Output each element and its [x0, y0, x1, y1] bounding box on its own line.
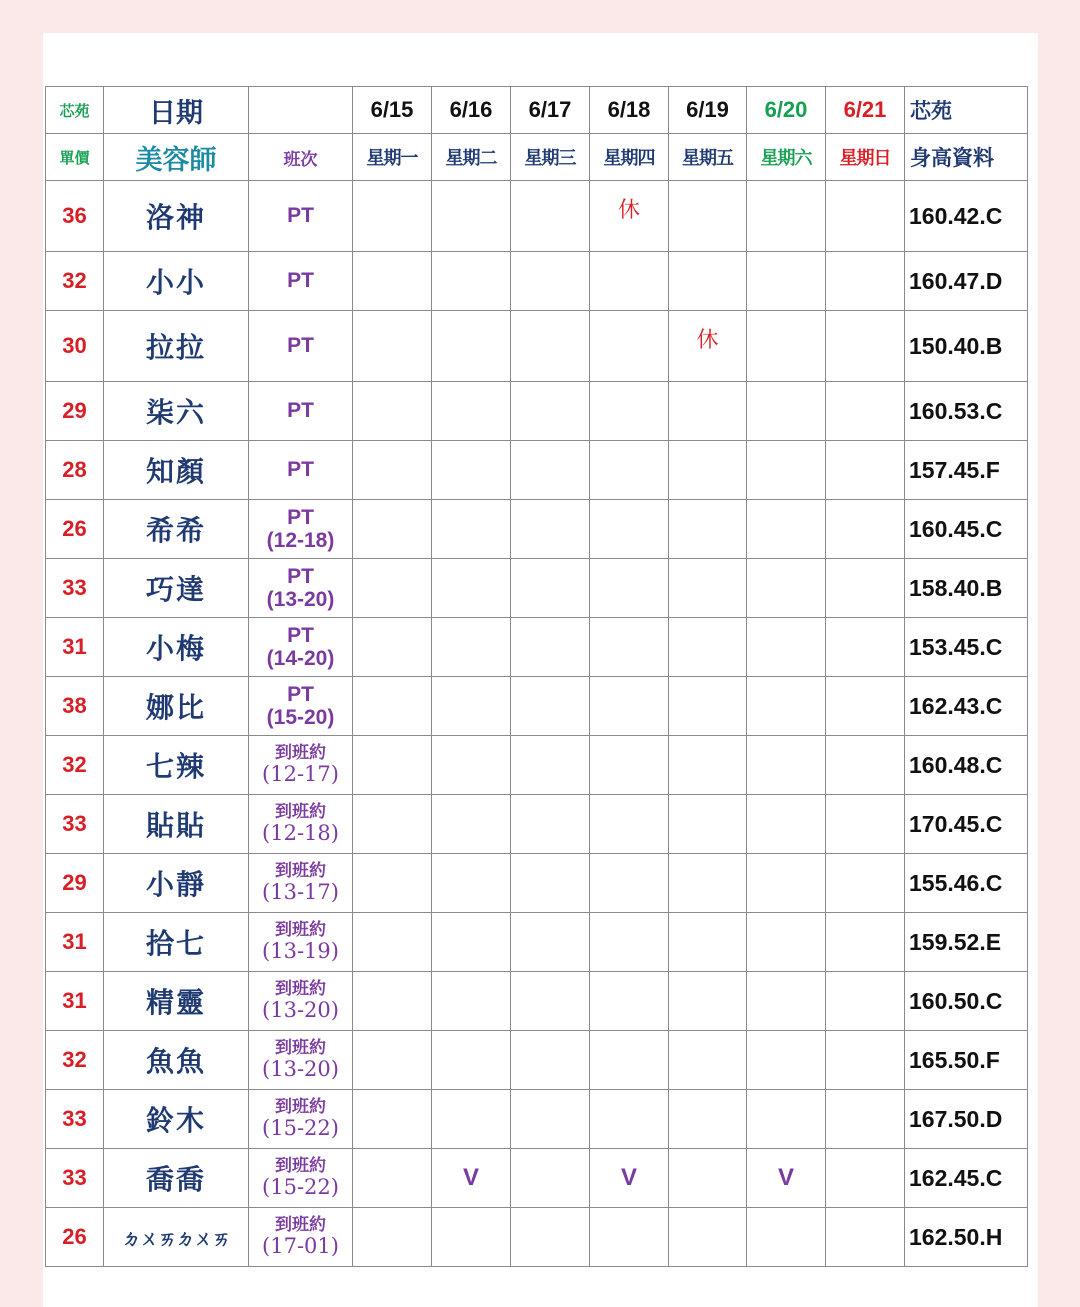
shift-text: PT (13-20)	[266, 564, 335, 611]
table-row	[46, 854, 1028, 913]
height-cell: 167.50.D	[905, 1090, 1028, 1149]
day-cell	[353, 252, 432, 311]
table-row	[46, 1031, 1028, 1090]
day-cell	[590, 500, 669, 559]
date-header: 6/18	[590, 87, 669, 134]
day-cell	[826, 1208, 905, 1267]
unit-price-cell: 32	[46, 736, 104, 795]
height-cell: 157.45.F	[905, 441, 1028, 500]
shift-text: 到班約 (15-22)	[262, 1156, 339, 1199]
day-cell	[432, 559, 511, 618]
schedule-table	[45, 86, 1028, 1267]
shift-cell	[249, 677, 353, 736]
day-cell	[511, 618, 590, 677]
day-cell	[353, 559, 432, 618]
shift-cell	[249, 1090, 353, 1149]
beautician-name-cell: 鈴木	[104, 1090, 249, 1149]
day-off-mark: 休	[696, 328, 719, 353]
day-cell	[747, 854, 826, 913]
checked-mark: V	[462, 1164, 479, 1191]
day-cell	[590, 382, 669, 441]
table-row	[46, 500, 1028, 559]
day-cell	[747, 677, 826, 736]
shift-cell	[249, 1031, 353, 1090]
height-cell: 153.45.C	[905, 618, 1028, 677]
day-cell	[353, 972, 432, 1031]
beautician-name-cell: 精靈	[104, 972, 249, 1031]
day-cell	[826, 500, 905, 559]
day-cell	[511, 677, 590, 736]
date-header-sunday: 6/21	[826, 87, 905, 134]
shift-text: PT	[287, 334, 314, 358]
day-cell	[747, 311, 826, 382]
day-cell	[353, 382, 432, 441]
day-cell	[590, 972, 669, 1031]
day-cell	[669, 559, 747, 618]
unit-price-cell: 32	[46, 1031, 104, 1090]
weekday-header: 星期二	[432, 134, 511, 181]
weekday-header-saturday: 星期六	[747, 134, 826, 181]
day-cell	[590, 1090, 669, 1149]
unit-price-cell: 36	[46, 181, 104, 252]
day-cell	[432, 252, 511, 311]
shift-text: 到班約 (13-20)	[262, 979, 339, 1022]
day-cell	[590, 441, 669, 500]
unit-price-cell: 26	[46, 1208, 104, 1267]
height-cell: 158.40.B	[905, 559, 1028, 618]
day-cell	[511, 500, 590, 559]
beautician-name-cell: 知顏	[104, 441, 249, 500]
beautician-name-cell: 希希	[104, 500, 249, 559]
shift-text: PT	[287, 458, 314, 482]
day-cell	[669, 252, 747, 311]
day-cell	[353, 913, 432, 972]
table-row	[46, 795, 1028, 854]
day-cell	[432, 311, 511, 382]
table-row	[46, 559, 1028, 618]
date-header-saturday: 6/20	[747, 87, 826, 134]
beautician-name-cell: 拾七	[104, 913, 249, 972]
day-cell	[747, 736, 826, 795]
day-cell	[511, 441, 590, 500]
height-cell: 160.48.C	[905, 736, 1028, 795]
day-cell	[669, 500, 747, 559]
unit-price-cell: 31	[46, 618, 104, 677]
shift-text: 到班約 (13-19)	[262, 920, 339, 963]
day-cell	[669, 736, 747, 795]
day-off-mark: 休	[617, 198, 640, 223]
height-cell: 159.52.E	[905, 913, 1028, 972]
day-cell	[590, 181, 669, 252]
day-cell	[590, 618, 669, 677]
weekday-header-sunday: 星期日	[826, 134, 905, 181]
day-cell	[432, 500, 511, 559]
table-row	[46, 677, 1028, 736]
shift-cell	[249, 1208, 353, 1267]
height-cell: 162.50.H	[905, 1208, 1028, 1267]
shift-cell	[249, 1149, 353, 1208]
beautician-name-cell: 小小	[104, 252, 249, 311]
beautician-label: 美容師	[104, 134, 249, 181]
shift-cell	[249, 252, 353, 311]
shift-text: PT (15-20)	[266, 682, 335, 729]
day-cell	[353, 677, 432, 736]
table-row	[46, 913, 1028, 972]
day-cell	[353, 441, 432, 500]
day-cell	[826, 677, 905, 736]
shift-cell	[249, 913, 353, 972]
day-cell	[669, 913, 747, 972]
weekday-header: 星期三	[511, 134, 590, 181]
header-row-labels	[46, 134, 1028, 181]
beautician-name-cell: 魚魚	[104, 1031, 249, 1090]
height-cell: 160.50.C	[905, 972, 1028, 1031]
day-cell	[353, 181, 432, 252]
day-cell	[669, 1149, 747, 1208]
beautician-name-cell: 柒六	[104, 382, 249, 441]
day-cell	[511, 1149, 590, 1208]
unit-price-cell: 33	[46, 795, 104, 854]
day-cell	[432, 441, 511, 500]
day-cell	[747, 252, 826, 311]
shift-cell	[249, 311, 353, 382]
day-cell	[747, 441, 826, 500]
day-cell	[590, 913, 669, 972]
beautician-name-cell: 拉拉	[104, 311, 249, 382]
day-cell	[432, 618, 511, 677]
day-cell	[353, 1149, 432, 1208]
day-cell	[826, 972, 905, 1031]
shift-text: PT (12-18)	[266, 505, 335, 552]
day-cell	[747, 500, 826, 559]
unit-price-label: 單價	[46, 134, 104, 181]
shift-text: 到班約 (12-17)	[262, 743, 339, 786]
height-cell: 160.42.C	[905, 181, 1028, 252]
day-cell	[826, 181, 905, 252]
day-cell	[432, 736, 511, 795]
weekday-header: 星期四	[590, 134, 669, 181]
day-cell	[826, 559, 905, 618]
day-cell	[511, 854, 590, 913]
table-row	[46, 618, 1028, 677]
day-cell	[826, 1149, 905, 1208]
unit-price-cell: 32	[46, 252, 104, 311]
beautician-name-cell: 貼貼	[104, 795, 249, 854]
day-cell	[432, 1208, 511, 1267]
day-cell	[747, 1208, 826, 1267]
height-cell: 162.43.C	[905, 677, 1028, 736]
day-cell	[669, 1090, 747, 1149]
table-row	[46, 1149, 1028, 1208]
checked-mark: V	[777, 1164, 794, 1191]
day-cell	[747, 559, 826, 618]
day-cell	[590, 252, 669, 311]
day-cell	[432, 1090, 511, 1149]
day-cell	[669, 854, 747, 913]
day-cell	[353, 1208, 432, 1267]
day-cell	[826, 795, 905, 854]
day-cell	[511, 382, 590, 441]
day-cell	[590, 1208, 669, 1267]
day-cell	[432, 1149, 511, 1208]
height-cell: 160.53.C	[905, 382, 1028, 441]
day-cell	[669, 795, 747, 854]
unit-price-cell: 31	[46, 913, 104, 972]
day-cell	[511, 181, 590, 252]
table-row	[46, 1090, 1028, 1149]
table-row	[46, 311, 1028, 382]
table-row	[46, 1208, 1028, 1267]
shift-cell	[249, 618, 353, 677]
table-row	[46, 181, 1028, 252]
day-cell	[826, 854, 905, 913]
day-cell	[669, 441, 747, 500]
day-cell	[747, 181, 826, 252]
day-cell	[353, 1090, 432, 1149]
day-cell	[432, 972, 511, 1031]
shift-text: 到班約 (12-18)	[262, 802, 339, 845]
date-label: 日期	[104, 87, 249, 134]
day-cell	[826, 252, 905, 311]
beautician-name-cell: 喬喬	[104, 1149, 249, 1208]
day-cell	[432, 181, 511, 252]
shift-cell	[249, 559, 353, 618]
shift-text: PT (14-20)	[266, 623, 335, 670]
day-cell	[669, 181, 747, 252]
day-cell	[747, 972, 826, 1031]
day-cell	[511, 1031, 590, 1090]
height-cell: 160.47.D	[905, 252, 1028, 311]
shift-cell	[249, 736, 353, 795]
day-cell	[432, 913, 511, 972]
table-row	[46, 736, 1028, 795]
shift-text: PT	[287, 204, 314, 228]
day-cell	[669, 311, 747, 382]
day-cell	[353, 854, 432, 913]
unit-price-cell: 30	[46, 311, 104, 382]
shift-text: 到班約 (15-22)	[262, 1097, 339, 1140]
date-header: 6/17	[511, 87, 590, 134]
day-cell	[353, 1031, 432, 1090]
day-cell	[353, 795, 432, 854]
day-cell	[353, 618, 432, 677]
unit-price-cell: 38	[46, 677, 104, 736]
unit-price-cell: 29	[46, 854, 104, 913]
date-header: 6/16	[432, 87, 511, 134]
beautician-name-cell: 巧達	[104, 559, 249, 618]
day-cell	[747, 795, 826, 854]
header-row-dates	[46, 87, 1028, 134]
shift-text: 到班約 (13-17)	[262, 861, 339, 904]
unit-price-cell: 33	[46, 1090, 104, 1149]
day-cell	[669, 382, 747, 441]
day-cell	[590, 854, 669, 913]
day-cell	[511, 1090, 590, 1149]
day-cell	[590, 795, 669, 854]
beautician-name-cell: 七辣	[104, 736, 249, 795]
day-cell	[511, 736, 590, 795]
shift-cell	[249, 441, 353, 500]
height-label: 身高資料	[905, 134, 1028, 181]
schedule-sheet	[43, 33, 1038, 1307]
day-cell	[826, 1031, 905, 1090]
day-cell	[590, 311, 669, 382]
unit-price-cell: 33	[46, 559, 104, 618]
beautician-name-cell: 小梅	[104, 618, 249, 677]
beautician-name-cell: 洛神	[104, 181, 249, 252]
shift-text: 到班約 (17-01)	[262, 1215, 339, 1258]
shift-text: PT	[287, 399, 314, 423]
table-row	[46, 972, 1028, 1031]
shift-text: PT	[287, 269, 314, 293]
beautician-name-cell: 小靜	[104, 854, 249, 913]
day-cell	[669, 972, 747, 1031]
height-cell: 165.50.F	[905, 1031, 1028, 1090]
day-cell	[432, 795, 511, 854]
day-cell	[432, 677, 511, 736]
shift-label: 班次	[249, 134, 353, 181]
day-cell	[353, 500, 432, 559]
beautician-name-cell: ㄉㄨㄞㄉㄨㄞ	[104, 1208, 249, 1267]
shift-cell	[249, 795, 353, 854]
day-cell	[432, 382, 511, 441]
brand-left: 芯苑	[46, 87, 104, 134]
day-cell	[669, 1208, 747, 1267]
day-cell	[590, 1149, 669, 1208]
day-cell	[590, 1031, 669, 1090]
day-cell	[353, 736, 432, 795]
day-cell	[590, 736, 669, 795]
day-cell	[826, 618, 905, 677]
height-cell: 155.46.C	[905, 854, 1028, 913]
shift-text: 到班約 (13-20)	[262, 1038, 339, 1081]
beautician-name-cell: 娜比	[104, 677, 249, 736]
day-cell	[511, 972, 590, 1031]
date-header: 6/19	[669, 87, 747, 134]
shift-cell	[249, 382, 353, 441]
date-header: 6/15	[353, 87, 432, 134]
height-cell: 160.45.C	[905, 500, 1028, 559]
day-cell	[511, 252, 590, 311]
height-cell: 150.40.B	[905, 311, 1028, 382]
table-row	[46, 382, 1028, 441]
day-cell	[747, 618, 826, 677]
day-cell	[826, 441, 905, 500]
shift-cell	[249, 854, 353, 913]
day-cell	[747, 913, 826, 972]
height-cell: 170.45.C	[905, 795, 1028, 854]
day-cell	[669, 677, 747, 736]
day-cell	[353, 311, 432, 382]
day-cell	[826, 1090, 905, 1149]
blank-header-cell	[249, 87, 353, 134]
table-row	[46, 252, 1028, 311]
day-cell	[432, 1031, 511, 1090]
day-cell	[669, 1031, 747, 1090]
day-cell	[590, 677, 669, 736]
day-cell	[669, 618, 747, 677]
weekday-header: 星期五	[669, 134, 747, 181]
table-row	[46, 441, 1028, 500]
day-cell	[747, 382, 826, 441]
day-cell	[826, 736, 905, 795]
day-cell	[511, 311, 590, 382]
day-cell	[590, 559, 669, 618]
day-cell	[432, 854, 511, 913]
shift-cell	[249, 181, 353, 252]
day-cell	[747, 1090, 826, 1149]
unit-price-cell: 33	[46, 1149, 104, 1208]
unit-price-cell: 26	[46, 500, 104, 559]
day-cell	[511, 913, 590, 972]
height-cell: 162.45.C	[905, 1149, 1028, 1208]
unit-price-cell: 28	[46, 441, 104, 500]
day-cell	[747, 1031, 826, 1090]
day-cell	[826, 311, 905, 382]
day-cell	[747, 1149, 826, 1208]
shift-cell	[249, 500, 353, 559]
day-cell	[511, 795, 590, 854]
day-cell	[511, 1208, 590, 1267]
checked-mark: V	[620, 1164, 637, 1191]
day-cell	[511, 559, 590, 618]
weekday-header: 星期一	[353, 134, 432, 181]
unit-price-cell: 29	[46, 382, 104, 441]
unit-price-cell: 31	[46, 972, 104, 1031]
day-cell	[826, 382, 905, 441]
day-cell	[826, 913, 905, 972]
shift-cell	[249, 972, 353, 1031]
brand-right: 芯苑	[905, 87, 1028, 134]
